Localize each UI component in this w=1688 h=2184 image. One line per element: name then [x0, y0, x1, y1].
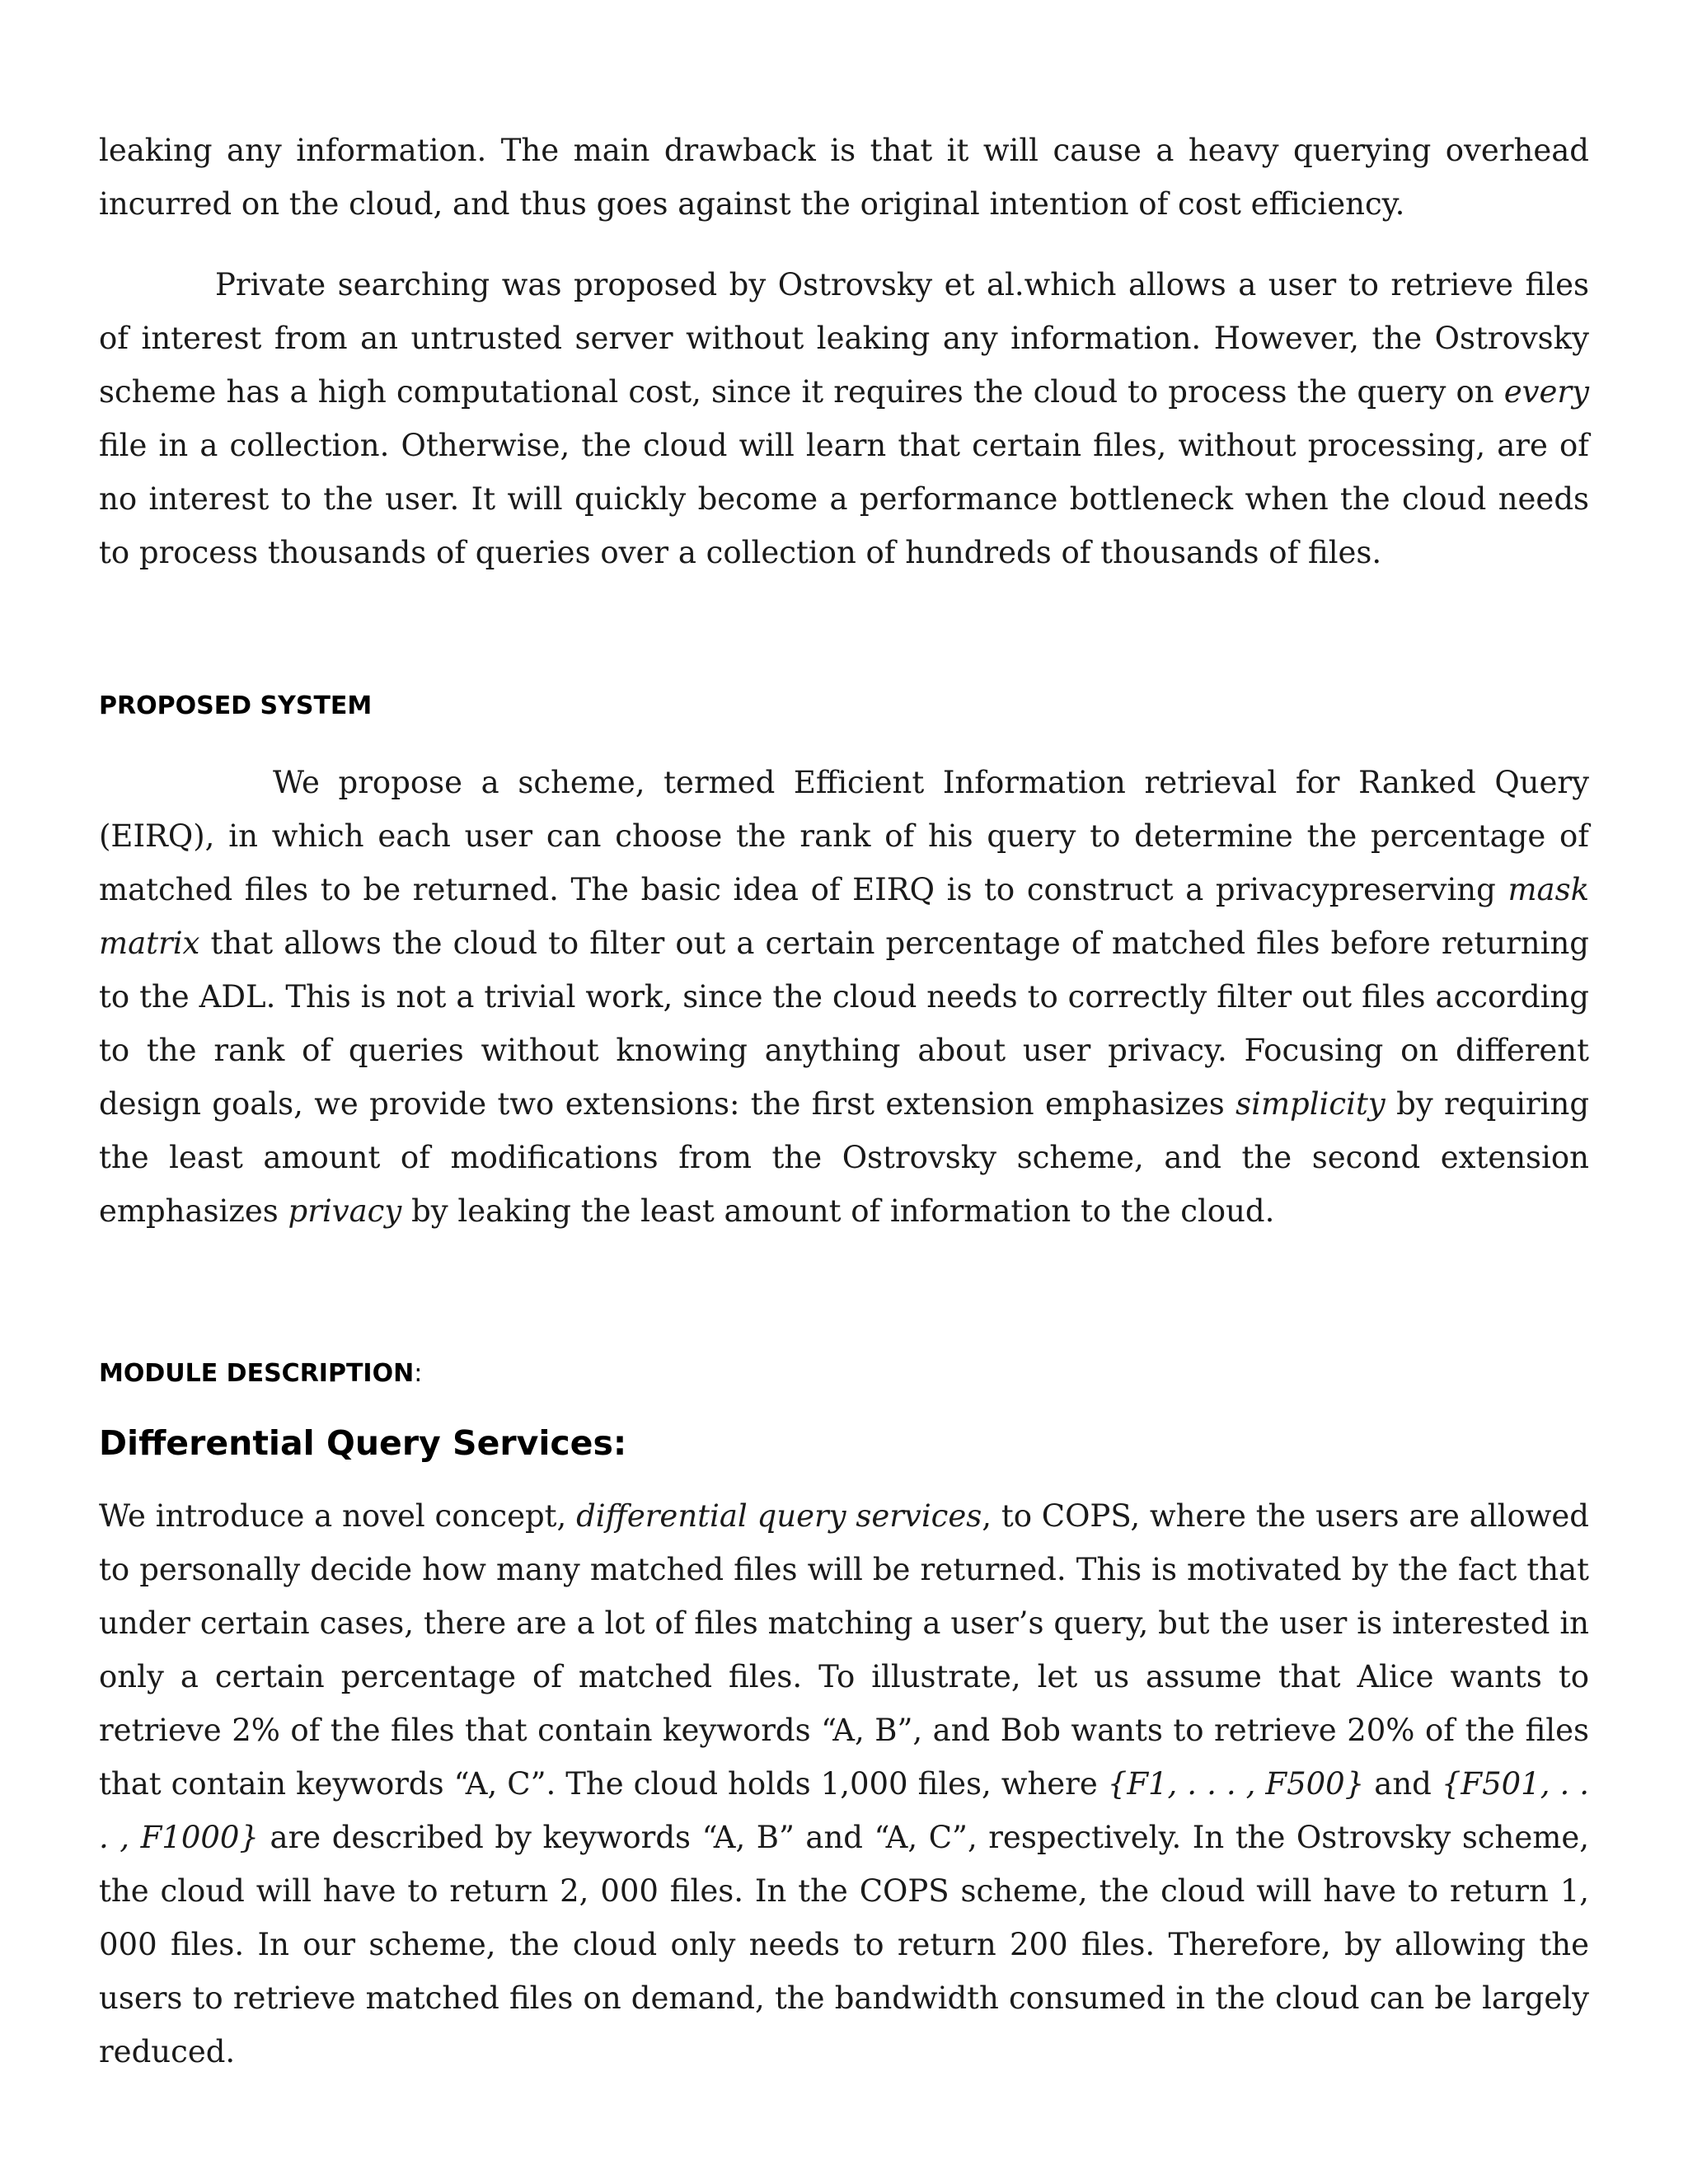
private-searching-paragraph [99, 258, 1589, 579]
dqs-text-1: We introduce a novel concept, [99, 1498, 577, 1534]
dqs-text-2: , to COPS, where the users are allowed to personally decide how many matched files will be returned. This is motivated by the fact that under certain cases, there are a lot of files matching a user’s query, but the user is interested in only a certain percentage of matched files. To illustrate, let us assume that Alice wants to retrieve 2% of the files that contain keywords “A, B”, and Bob wants to retrieve 20% of the files that contain keywords “A, C”. The cloud holds 1,000 files, where [99, 1498, 1589, 1802]
emphasis-simplicity: simplicity [1236, 1086, 1386, 1122]
private-searching-text-1: Private searching was proposed by Ostrovsky et al.which allows a user to retrieve files of interest from an untrusted server without leaking any information. However, the Ostrovsky scheme has a high computational cost, since it requires the cloud to process the query on [99, 267, 1589, 410]
proposed-system-heading: PROPOSED SYSTEM [99, 691, 373, 720]
emphasis-mask-matrix: mask matrix [99, 872, 1589, 961]
intro-paragraph [99, 124, 1589, 231]
proposed-system-paragraph [99, 756, 1589, 1238]
proposed-system-text-2: that allows the cloud to filter out a certain percentage of matched files before returning to the ADL. This is not a trivial work, since the cloud needs to correctly filter out files according to the rank of queries without knowing anything about user privacy. Focusing on different design goals, we provide two extensions: the first extension emphasizes [99, 926, 1589, 1122]
proposed-system-text-3: by requiring the least amount of modifications from the Ostrovsky scheme, and the second extension emphasizes [99, 1086, 1590, 1229]
emphasis-privacy: privacy [288, 1193, 402, 1229]
emphasis-file-set-1: {F1, . . . , F500} [1107, 1766, 1365, 1802]
intro-paragraph-text: leaking any information. The main drawback is that it will cause a heavy querying overhead incurred on the cloud, and thus goes against the original intention of cost efficiency. [99, 133, 1589, 222]
module-description-heading [99, 1357, 1589, 1390]
dqs-text-4: are described by keywords “A, B” and “A, C”, respectively. In the Ostrovsky scheme, the cloud will have to return 2, 000 files. In the COPS scheme, the cloud will have to return 1, 000 files. In our scheme, the cloud only needs to return 200 files. Therefore, by allowing the users to retrieve matched files on demand, the bandwidth consumed in the cloud can be largely reduced. [99, 1820, 1589, 2069]
module-description-heading-text: MODULE DESCRIPTION [99, 1359, 415, 1388]
dqs-text-3: and [1364, 1766, 1442, 1802]
differential-query-services-heading: Differential Query Services: [99, 1423, 627, 1463]
module-description-heading-colon: : [414, 1359, 423, 1388]
document-page [99, 124, 1589, 2079]
differential-query-services-paragraph [99, 1489, 1589, 2079]
emphasis-every: every [1503, 374, 1589, 410]
proposed-system-text-1: We propose a scheme, termed Efficient Information retrieval for Ranked Query (EIRQ), in which each user can choose the rank of his query to determine the percentage of matched files to be returned. The basic idea of EIRQ is to construct a privacypreserving [99, 765, 1589, 907]
emphasis-differential-query-services: differential query services [576, 1498, 982, 1534]
emphasis-file-set-2: {F501, . . . , F1000} [99, 1766, 1590, 1855]
private-searching-text-2: file in a collection. Otherwise, the cloud will learn that certain files, without processing, are of no interest to the user. It will quickly become a performance bottleneck when the cloud needs to process thousands of queries over a collection of hundreds of thousands of files. [99, 428, 1589, 570]
proposed-system-text-4: by leaking the least amount of information to the cloud. [401, 1193, 1275, 1229]
